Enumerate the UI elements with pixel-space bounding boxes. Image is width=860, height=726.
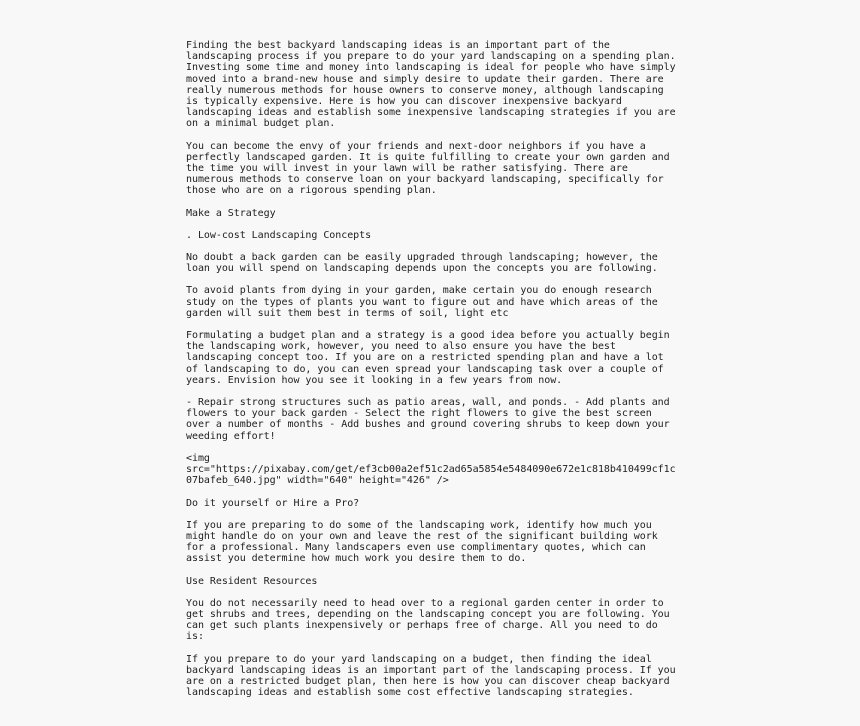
paragraph-closing: If you prepare to do your yard landscaping on a budget, then finding the ideal backyard landscaping ideas is an important part of the landscaping process. If you are on a restricted budget plan, then here is how you can discover cheap backyard landscaping ideas and establish some cost effective landscaping strategies. <box>186 653 676 699</box>
heading-low-cost-concepts: . Low-cost Landscaping Concepts <box>186 229 372 241</box>
heading-resident-resources: Use Resident Resources <box>186 575 318 587</box>
paragraph-preparing-work: If you are preparing to do some of the landscaping work, identify how much you might handle do on your own and leave the rest of the significant building work for a professional. Many landscapers even use complimentary quotes, which can assist you determine how much work you desire them to do. <box>186 519 658 565</box>
paragraph-back-garden: No doubt a back garden can be easily upgraded through landscaping; however, the loan you will spend on landscaping depends upon the concepts you are following. <box>186 252 658 275</box>
paragraph-intro: Finding the best backyard landscaping ideas is an important part of the landscaping process if you prepare to do your yard landscaping on a spending plan. Investing some time and money into landscaping is ideal for people who have simply moved into a brand-new house and simply desire to update their garden. There are really numerous methods for house owners to conserve money, although landscaping is typically expensive. Here is how you can discover inexpensive backyard landscaping ideas and establish some inexpensive landscaping strategies if you are on a minimal budget plan. <box>186 40 676 130</box>
image-tag-code: <img src="https://pixabay.com/get/ef3cb00a2ef51c2ad65a5854e5484090e672e1c818b410499cf1c07bafeb_640.jpg" width="640" height="426" /> <box>186 452 676 487</box>
heading-make-strategy: Make a Strategy <box>186 207 276 219</box>
paragraph-garden-center: You do not necessarily need to head over to a regional garden center in order to get shrubs and trees, depending on the landscaping concept you are following. You can get such plants inexpensively or perhaps free of charge. All you need to do is: <box>186 597 670 643</box>
paragraph-envy: You can become the envy of your friends and next-door neighbors if you have a perfectly landscaped garden. It is quite fulfilling to create your own garden and the time you will invest in your lawn will be rather satisfying. There are numerous methods to conserve loan on your backyard landscaping, specifically for those who are on a rigorous spending plan. <box>186 140 670 197</box>
heading-diy-or-pro: Do it yourself or Hire a Pro? <box>186 497 360 509</box>
paragraph-avoid-plants: To avoid plants from dying in your garden, make certain you do enough research study on the types of plants you want to figure out and have which areas of the garden will suit them best in terms of soil, light etc <box>186 285 658 319</box>
paragraph-budget-plan: Formulating a budget plan and a strategy is a good idea before you actually begin the landscaping work, however, you need to also ensure you have the best landscaping concept too. If you are on a restricted spending plan and have a lot of landscaping to do, you can even spread your landscaping task over a couple of years. Envision how you see it looking in a few years from now. <box>186 330 670 386</box>
paragraph-repair-list: - Repair strong structures such as patio areas, wall, and ponds. - Add plants and flowers to your back garden - Select the right flowers to give the best screen over a number of months - Add bushes and ground covering shrubs to keep down your weeding effort! <box>186 397 670 442</box>
article-body <box>186 40 681 709</box>
